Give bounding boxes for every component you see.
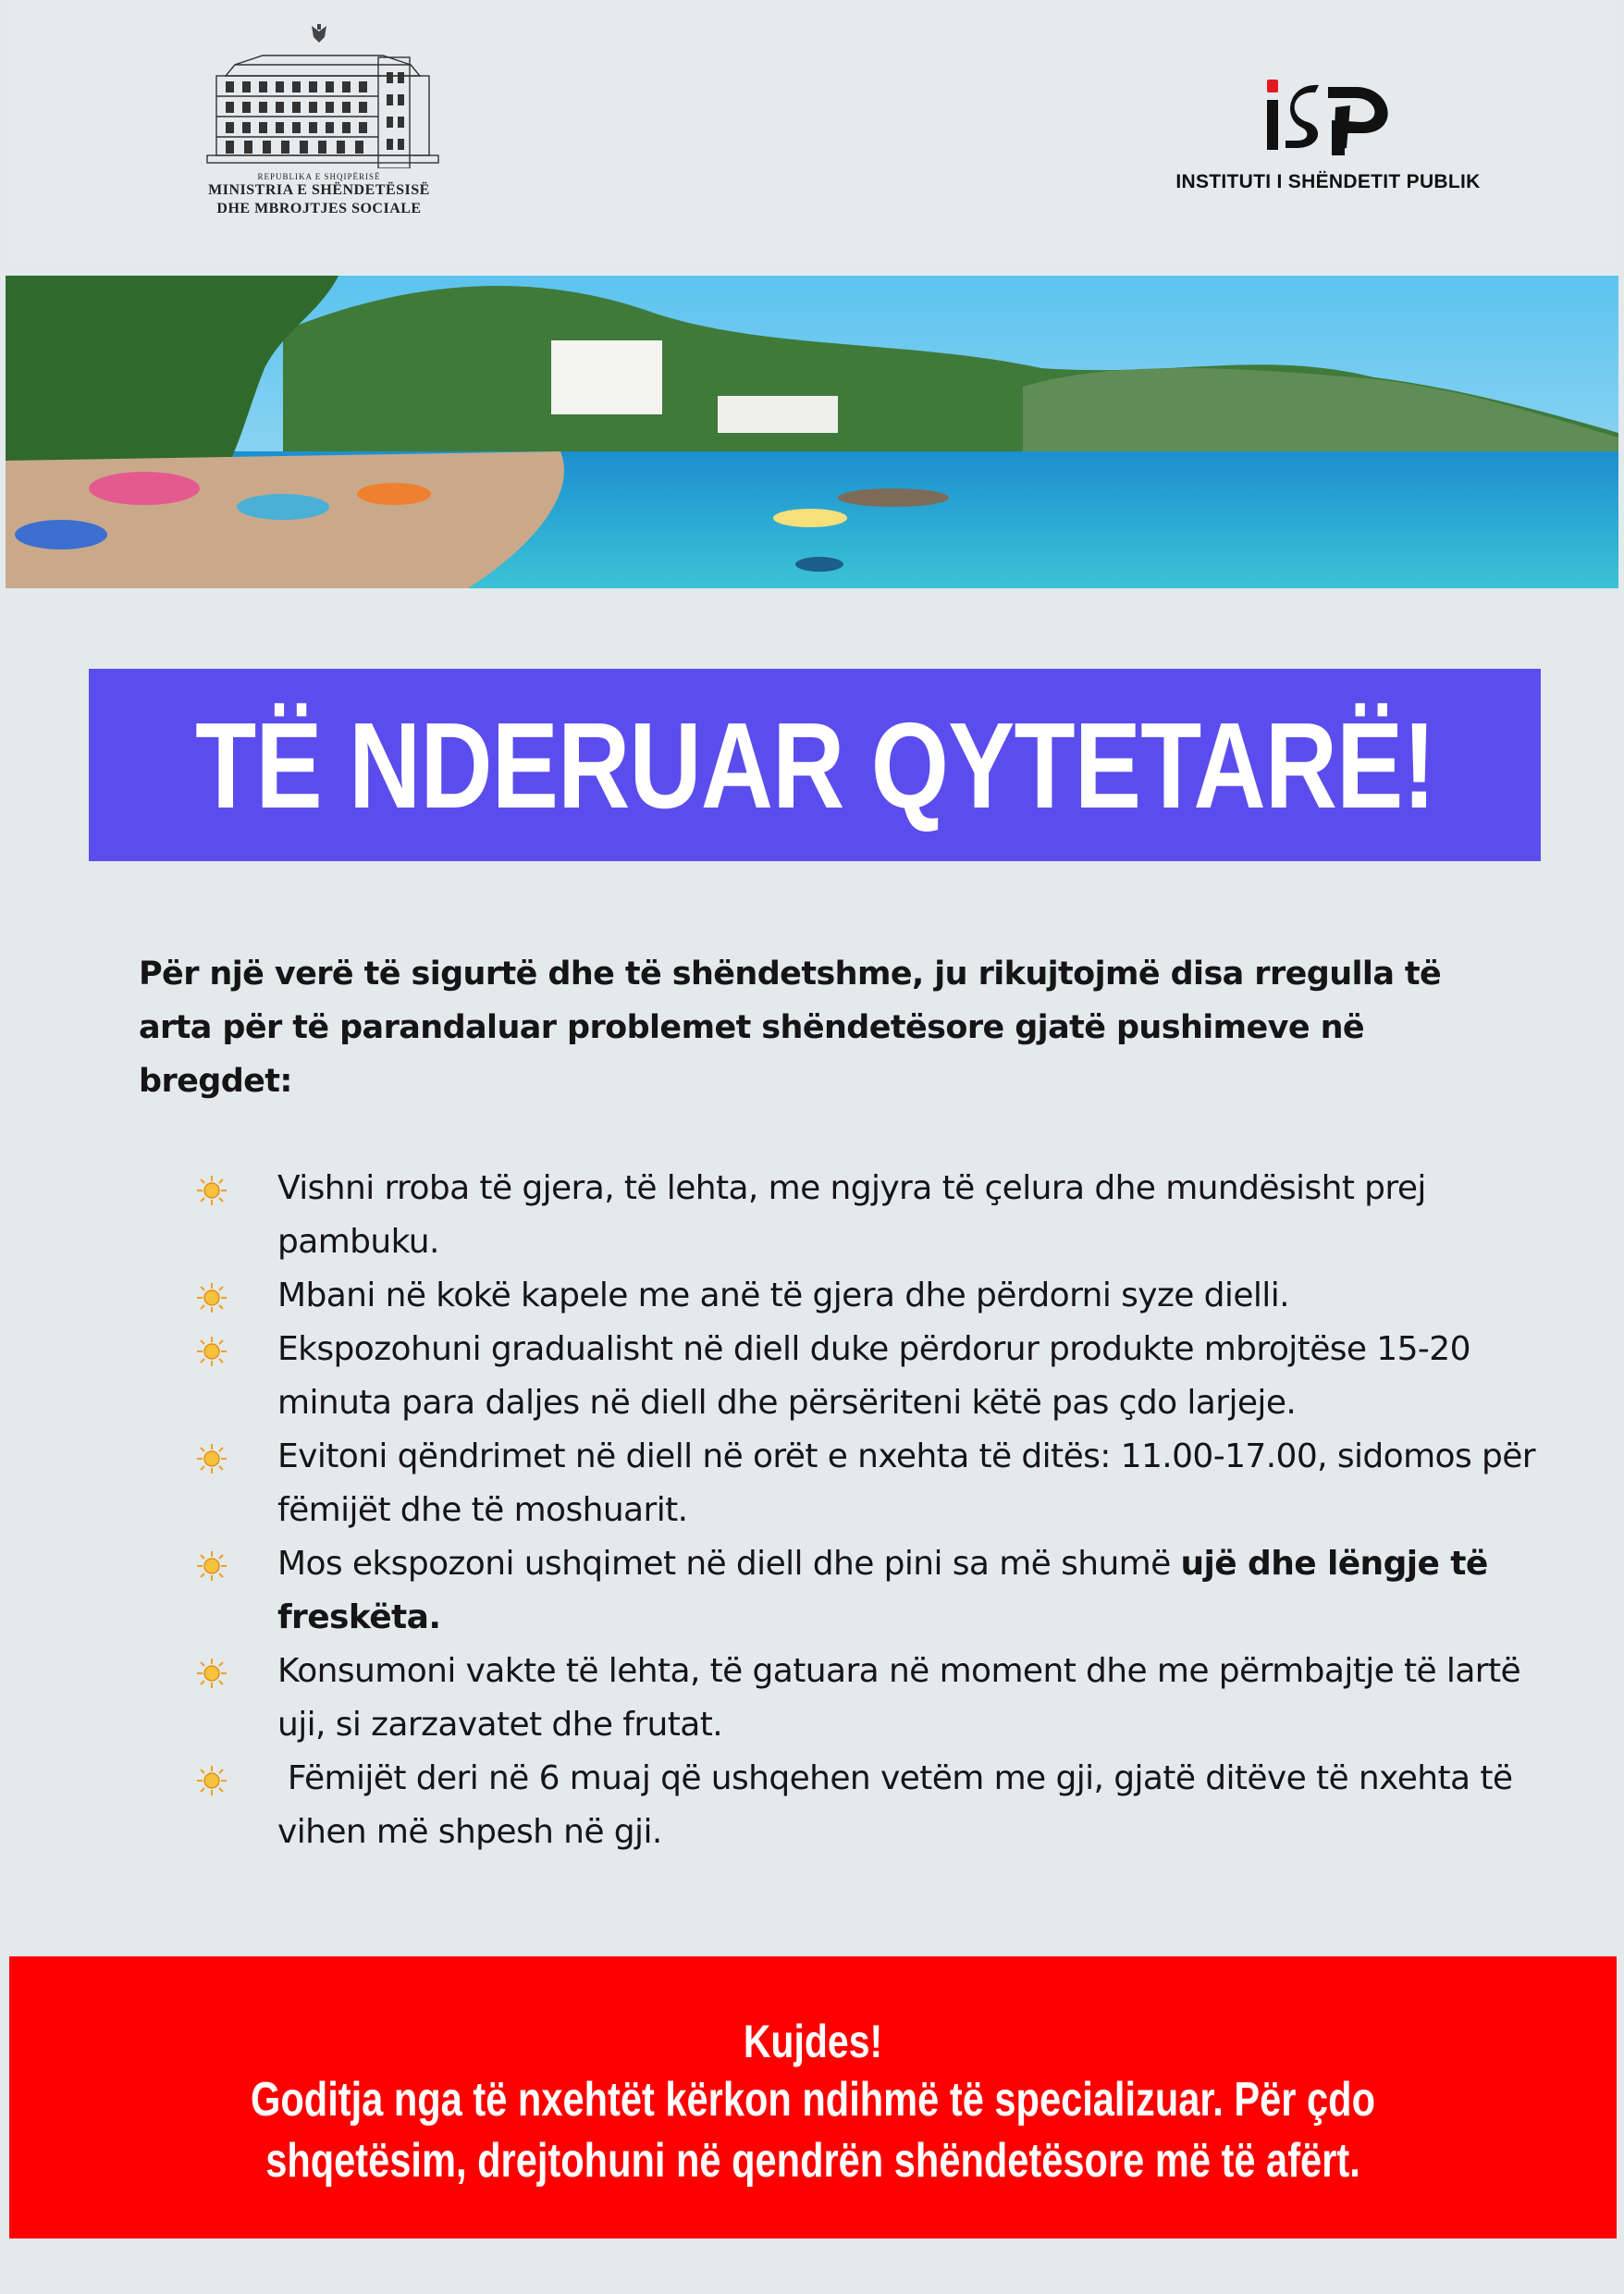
tip-text: Vishni rroba të gjera, të lehta, me ngjyra të çelura dhe mundësisht prej pambuku. <box>277 1169 1426 1261</box>
tip-text: Mos ekspozoni ushqimet në diell dhe pini sa më shumë <box>277 1545 1181 1583</box>
tip-text: Fëmijët deri në 6 muaj që ushqehen vetëm me gji, gjatë ditëve të nxehta të vihen më shpesh në gji. <box>277 1759 1523 1851</box>
sun-icon <box>196 1658 228 1689</box>
title-banner <box>89 669 1541 861</box>
ministry-logo <box>189 20 449 233</box>
intro-paragraph: Për një verë të sigurtë dhe të shëndetshme, ju rikujtojmë disa rregulla të arta për të parandaluar problemet shëndetësore gjatë pushimeve në bregdet: <box>139 956 1442 1100</box>
sun-icon <box>196 1765 228 1796</box>
list-item <box>185 1537 1535 1645</box>
header <box>6 0 1618 265</box>
ministry-building-icon <box>189 20 449 168</box>
ministry-name-line1: MINISTRIA E SHËNDETËSISË <box>208 182 430 198</box>
institute-name: INSTITUTI I SHËNDETIT PUBLIK <box>1175 171 1481 192</box>
tip-text: Ekspozohuni gradualisht në diell duke përdorur produkte mbrojtëse 15-20 minuta para daljes në diell dhe përsëriteni këtë pas çdo larjeje. <box>277 1330 1470 1422</box>
sun-icon <box>196 1282 228 1314</box>
eagle-emblem-icon <box>312 24 326 43</box>
warning-title: Kujdes! <box>743 2016 883 2067</box>
sun-icon <box>196 1336 228 1367</box>
page-title: TË NDERUAR QYTETARË! <box>194 697 1435 833</box>
list-item <box>185 1269 1535 1323</box>
list-item <box>185 1752 1535 1859</box>
beach-photo <box>6 276 1618 588</box>
list-item <box>185 1162 1535 1269</box>
sun-icon <box>196 1175 228 1206</box>
ministry-name-line2: DHE MBROJTJES SOCIALE <box>216 201 422 216</box>
list-item <box>185 1323 1535 1430</box>
warning-line2: shqetësim, drejtohuni në qendrën shëndetësore më të afërt. <box>265 2134 1360 2188</box>
tip-text: Mbani në kokë kapele me anë të gjera dhe përdorni syze dielli. <box>277 1276 1289 1314</box>
institute-logo <box>1134 74 1522 222</box>
tip-text-bold: ujë dhe lëngje të freskëta. <box>277 1545 1488 1636</box>
list-item <box>185 1645 1535 1752</box>
sun-icon <box>196 1443 228 1474</box>
tip-text: Konsumoni vakte të lehta, të gatuara në moment dhe me përmbajtje të lartë uji, si zarzavatet dhe frutat. <box>277 1652 1521 1744</box>
tip-text: Evitoni qëndrimet në diell në orët e nxehta të ditës: 11.00-17.00, sidomos për fëmijët dhe të moshuarit. <box>277 1437 1535 1529</box>
sun-icon <box>196 1550 228 1582</box>
isp-logo-icon <box>1236 74 1421 163</box>
warning-line1: Goditja nga të nxehtët kërkon ndihmë të specializuar. Për çdo <box>251 2073 1375 2127</box>
tips-list <box>185 1162 1535 1859</box>
republic-label: REPUBLIKA E SHQIPËRISË <box>257 172 381 181</box>
warning-box <box>9 1956 1617 2238</box>
list-item <box>185 1430 1535 1537</box>
